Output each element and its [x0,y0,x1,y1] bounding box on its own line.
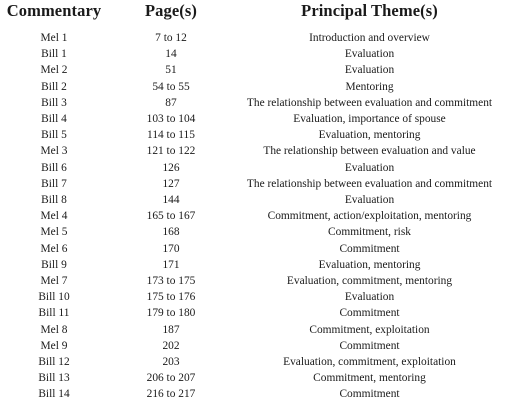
cell-theme: Evaluation, commitment, mentoring [286,275,453,288]
cell-pages: 54 to 55 [152,80,190,93]
cell-commentary: Bill 10 [38,291,70,304]
table-row [0,62,505,78]
cell-theme: Evaluation [344,291,395,304]
table-row [0,241,505,257]
cell-pages: 175 to 176 [146,291,196,304]
cell-commentary: Bill 2 [41,80,67,93]
table-row [0,354,505,370]
cell-pages: 173 to 175 [146,275,196,288]
cell-commentary: Bill 1 [41,48,67,61]
cell-theme: Commitment [339,388,400,401]
table-row [0,95,505,111]
table-row [0,305,505,321]
cell-theme: Commitment, exploitation [309,323,430,336]
cell-pages: 7 to 12 [155,32,187,44]
cell-theme: Commitment [339,339,400,352]
table-row [0,386,505,402]
cell-theme: Evaluation [344,161,395,174]
cell-pages: 179 to 180 [146,307,196,320]
cell-pages: 144 [162,194,180,207]
cell-theme: Introduction and overview [309,32,430,44]
cell-pages: 170 [162,242,180,255]
cell-pages: 171 [162,258,180,271]
table-row [0,257,505,273]
header-row [0,0,505,26]
table-row [0,46,505,62]
cell-commentary: Mel 6 [40,242,68,255]
table-row [0,208,505,224]
cell-commentary: Mel 3 [40,145,68,158]
table-row [0,111,505,127]
table-row [0,176,505,192]
cell-commentary: Bill 9 [41,258,67,271]
cell-pages: 187 [162,323,180,336]
table-row [0,26,505,46]
cell-pages: 203 [162,356,180,369]
cell-commentary: Bill 5 [41,129,67,142]
cell-theme: Evaluation, commitment, exploitation [283,356,456,369]
table-row [0,322,505,338]
cell-commentary: Bill 7 [41,177,67,190]
cell-pages: 14 [165,48,177,61]
table-row [0,192,505,208]
cell-commentary: Bill 8 [41,194,67,207]
cell-theme: Evaluation [344,64,395,77]
cell-commentary: Mel 2 [40,64,68,77]
table-row [0,224,505,240]
table-row [0,370,505,386]
header-commentary: Commentary [6,1,102,20]
cell-pages: 114 to 115 [147,129,195,142]
cell-theme: The relationship between evaluation and commitment [246,96,493,109]
table-row [0,79,505,95]
cell-commentary: Mel 9 [40,339,68,352]
cell-theme: Evaluation [344,48,395,61]
cell-pages: 127 [162,177,180,190]
table-row [0,143,505,159]
cell-pages: 168 [162,226,180,239]
cell-theme: Evaluation, mentoring [318,129,421,142]
cell-theme: The relationship between evaluation and value [263,145,476,158]
cell-commentary: Bill 14 [38,388,70,401]
cell-commentary: Bill 3 [41,96,67,109]
cell-commentary: Bill 13 [38,372,70,385]
table-row [0,289,505,305]
cell-pages: 121 to 122 [146,145,196,158]
cell-pages: 126 [162,161,180,174]
table-row [0,160,505,176]
cell-commentary: Bill 4 [41,113,67,126]
cell-commentary: Mel 1 [40,32,68,44]
header-pages: Page(s) [144,1,197,20]
table-row [0,273,505,289]
table-row [0,338,505,354]
cell-commentary: Mel 5 [40,226,68,239]
cell-theme: Evaluation, importance of spouse [293,113,446,126]
table-header [0,0,505,26]
cell-pages: 206 to 207 [146,372,196,385]
cell-theme: Commitment, action/exploitation, mentoring [267,210,472,223]
cell-pages: 202 [162,339,180,352]
cell-pages: 103 to 104 [146,113,196,126]
cell-pages: 87 [165,96,177,109]
cell-pages: 165 to 167 [146,210,196,223]
cell-commentary: Bill 11 [38,307,70,320]
cell-theme: Evaluation, mentoring [318,258,421,271]
cell-theme: Evaluation [344,194,395,207]
cell-theme: Mentoring [345,80,394,93]
cell-commentary: Bill 6 [41,161,67,174]
cell-theme: Commitment, mentoring [313,372,426,385]
cell-theme: Commitment [339,307,400,320]
table-row [0,127,505,143]
cell-theme: Commitment, risk [328,226,411,239]
cell-theme: Commitment [339,242,400,255]
table-body [0,26,505,403]
cell-theme: The relationship between evaluation and commitment [246,177,493,190]
cell-pages: 216 to 217 [146,388,196,401]
cell-commentary: Bill 12 [38,356,70,369]
cell-pages: 51 [165,64,177,77]
header-theme: Principal Theme(s) [301,1,438,20]
cell-commentary: Mel 8 [40,323,68,336]
cell-commentary: Mel 7 [40,275,68,288]
cell-commentary: Mel 4 [40,210,68,223]
